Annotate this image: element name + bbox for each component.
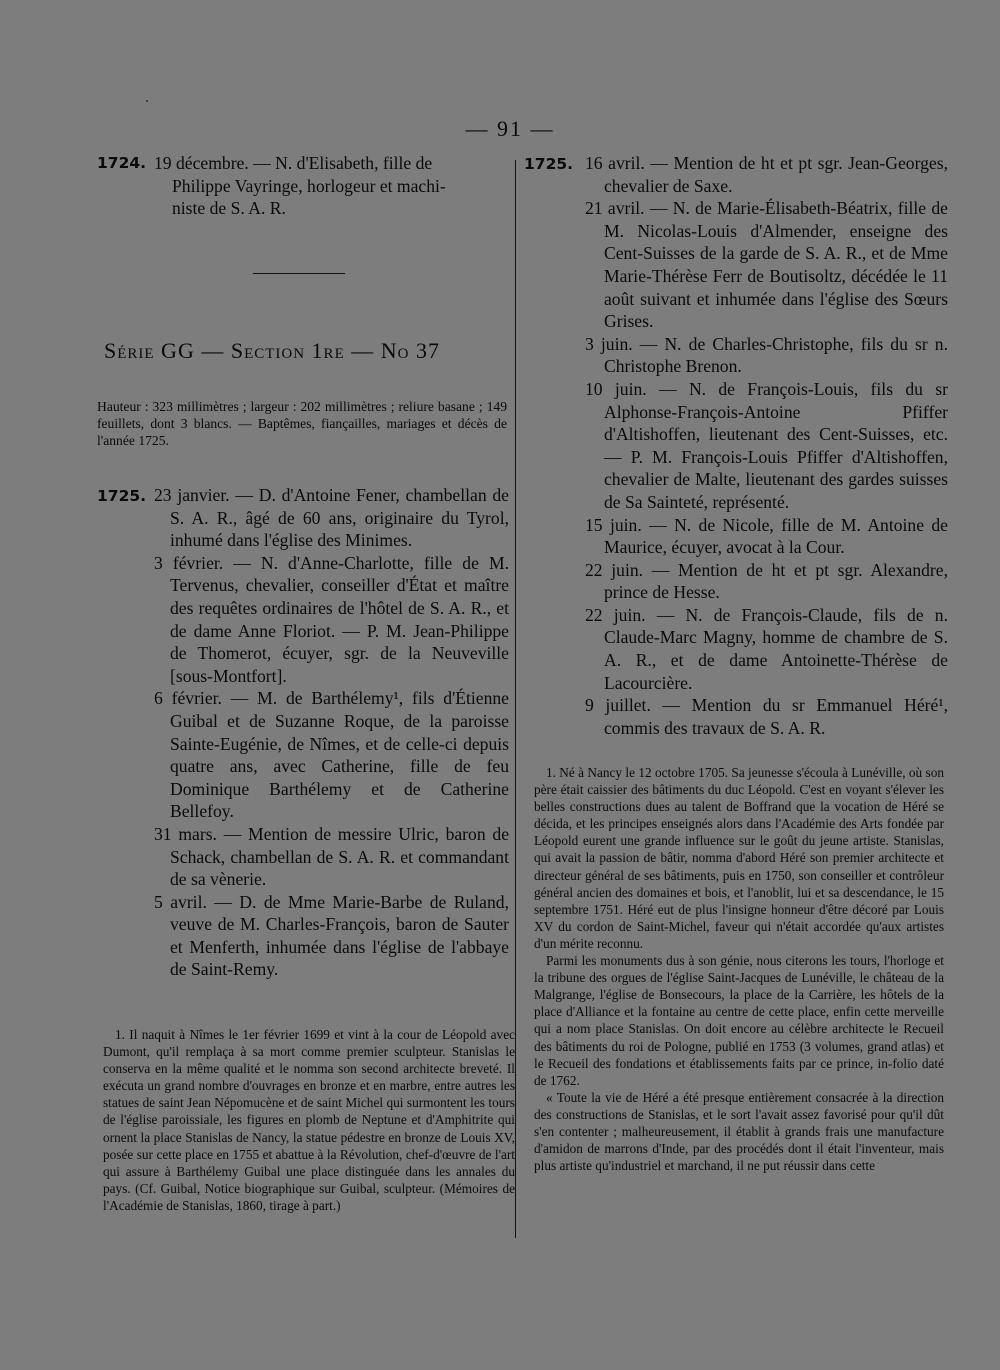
register-entry: 22 juin. — Mention de ht et pt sgr. Alexandre, prince de Hesse.	[585, 559, 948, 603]
footnote-paragraph: « Toute la vie de Héré a été presque entièrement consacrée à la direction des constructions de Stanislas, et le sort l'avait assez favorisé pour qu'il dût s'en contenter ; malheureusement, il établit à grands frais une manufacture d'amidon de marrons d'Inde, par des procédés dont il était l'inventeur, mais plus artiste qu'industriel et marchand, il ne put réussir dans cette	[534, 1089, 944, 1174]
register-entry: 3 février. — N. d'Anne-Charlotte, fille de M. Tervenus, chevalier, conseiller d'État et maître des requêtes ordinaires de l'hôtel de S. A. R., et de dame Anne Floriot. — P. M. Jean-Philippe de Thomerot, écuyer, sgr. de la Neuveville [sous-Montfort].	[154, 552, 509, 686]
register-entry: 31 mars. — Mention de messire Ulric, baron de Schack, chambellan de S. A. R. et commandant de sa vènerie.	[154, 823, 509, 890]
footnote-left	[103, 1026, 515, 1214]
register-entry: 10 juin. — N. de François-Louis, fils du sr Alphonse-François-Antoine Pfiffer d'Altishoffen, lieutenant des Cent-Suisses, etc. — P. M. François-Louis Pfiffer d'Altishoffen, chevalier de Malte, lieutenant des gardes suisses de Sa Sainteté, représenté.	[585, 378, 948, 512]
section-rule	[253, 273, 345, 274]
entry-line: Philippe Vayringe, horlogeur et machi-	[172, 175, 446, 196]
register-entry: 9 juillet. — Mention du sr Emmanuel Héré¹, commis des travaux de S. A. R.	[585, 695, 948, 738]
entries-1725-left	[97, 484, 509, 981]
column-divider	[515, 160, 516, 1238]
footnote-paragraph: Parmi les monuments dus à son génie, nous citerons les tours, l'horloge et la tribune des orgues de l'église Saint-Jacques de Lunéville, le château de la Malgrange, l'église de Bonsecours, la place de la Carrière, les hôtels de la place d'Alliance et la fontaine au centre de cette place, enfin cette merveille qui a nom place Stanislas. On doit encore au célèbre architecte le Recueil des bâtiments du roi de Pologne, publié en 1753 (3 volumes, grand atlas) et le Recueil des fondations et établissements faits par ce prince, in-folio daté de 1762.	[534, 953, 944, 1088]
register-entry: 16 avril. — Mention de ht et pt sgr. Jean-Georges, chevalier de Saxe.	[585, 153, 948, 196]
register-entry: 23 janvier. — D. d'Antoine Fener, chambellan de S. A. R., âgé de 60 ans, originaire du Tyrol, inhumé dans l'église des Minimes.	[154, 485, 509, 551]
entry-line: niste de S. A. R.	[172, 198, 286, 219]
footnote-right	[534, 764, 944, 1174]
register-entry: 22 juin. — N. de François-Claude, fils de n. Claude-Marc Magny, homme de chambre de S. A. R., et de dame Antoinette-Thérèse de Lacourcière.	[585, 604, 948, 693]
entry-year: 1725.	[524, 155, 574, 173]
entry-1724	[97, 152, 509, 220]
page-number: — 91 —	[465, 116, 555, 141]
register-entry: 6 février. — M. de Barthélemy¹, fils d'Étienne Guibal et de Suzanne Roque, de la paroisse Sainte-Eugénie, de Nîmes, et de celle-ci depuis quatre ans, avec Catherine, fille de feu Dominique Barthélemy et de Catherine Bellefoy.	[154, 688, 509, 822]
register-description: Hauteur : 323 millimètres ; largeur : 202 millimètres ; reliure basane ; 149 feuillets, dont 3 blancs. — Baptêmes, fiançailles, mariages et décès de l'année 1725.	[97, 399, 507, 449]
register-entry: 21 avril. — N. de Marie-Élisabeth-Béatrix, fille de M. Nicolas-Louis d'Almender, enseigne des Cent-Suisses de la garde de S. A. R., et de Mme Marie-Thérèse Ferr de Boutisoltz, décédée le 11 août suivant et inhumée dans l'église des Sœurs Grises.	[585, 198, 948, 332]
footnote-paragraph: 1. Né à Nancy le 12 octobre 1705. Sa jeunesse s'écoula à Lunéville, où son père était caissier des bâtiments du duc Léopold. C'est en voyant s'élever les belles constructions dues au talent de Boffrand que la vocation de Héré se décida, et les principes enseignés alors dans l'Académie des Arts fondée par Léopold eurent une grande influence sur le goût du jeune artiste. Stanislas, qui avait la passion de bâtir, nomma d'abord Héré son premier architecte et directeur général de ses bâtiments, puis en 1750, son conseiller et contrôleur général ancien des domaines et bois, et l'anoblit, lui et sa descendance, le 15 septembre 1751. Héré eut de plus l'insigne honneur d'être décoré par Louis XV du cordon de Saint-Michel, faveur qui n'était accordée qu'aux artistes d'un mérite reconnu.	[534, 765, 944, 951]
register-entry: 3 juin. — N. de Charles-Christophe, fils du sr n. Christophe Brenon.	[585, 333, 948, 377]
entry-year: 1725.	[97, 487, 147, 505]
register-entry: 5 avril. — D. de Mme Marie-Barbe de Ruland, veuve de M. Charles-François, baron de Sauter et Menferth, inhumée dans l'église de l'abbaye de Saint-Remy.	[154, 891, 509, 980]
entry-year: 1724.	[97, 154, 147, 172]
entries-1725-right	[524, 152, 948, 739]
entry-line: 19 décembre. — N. d'Elisabeth, fille de	[154, 153, 433, 173]
ink-speck	[146, 100, 148, 102]
series-heading: Série GG — Section 1re — No 37	[104, 338, 440, 363]
register-entry: 15 juin. — N. de Nicole, fille de M. Antoine de Maurice, écuyer, avocat à la Cour.	[585, 514, 948, 558]
footnote-text: 1. Il naquit à Nîmes le 1er février 1699 et vint à la cour de Léopold avec Dumont, qu'il remplaça à sa mort comme premier sculpteur. Stanislas le conserva en la même qualité et le nomma son second architecte breveté. Il exécuta un grand nombre d'ouvrages en bronze et en marbre, entre autres les statues de saint Jean Népomucène et de saint Michel qui surmontent les tours de l'église paroissiale, les figures en plomb de Neptune et d'Amphitrite qui ornent la place Stanislas de Nancy, la statue pédestre en bronze de Louis XV, posée sur cette place en 1755 et abattue à la Révolution, chef-d'œuvre de l'art qui assure à Barthélemy Guibal une place distinguée dans les annales du pays. (Cf. Guibal, Notice biographique sur Guibal, sculpteur. (Mémoires de l'Académie de Stanislas, 1860, tirage à part.)	[103, 1027, 515, 1213]
